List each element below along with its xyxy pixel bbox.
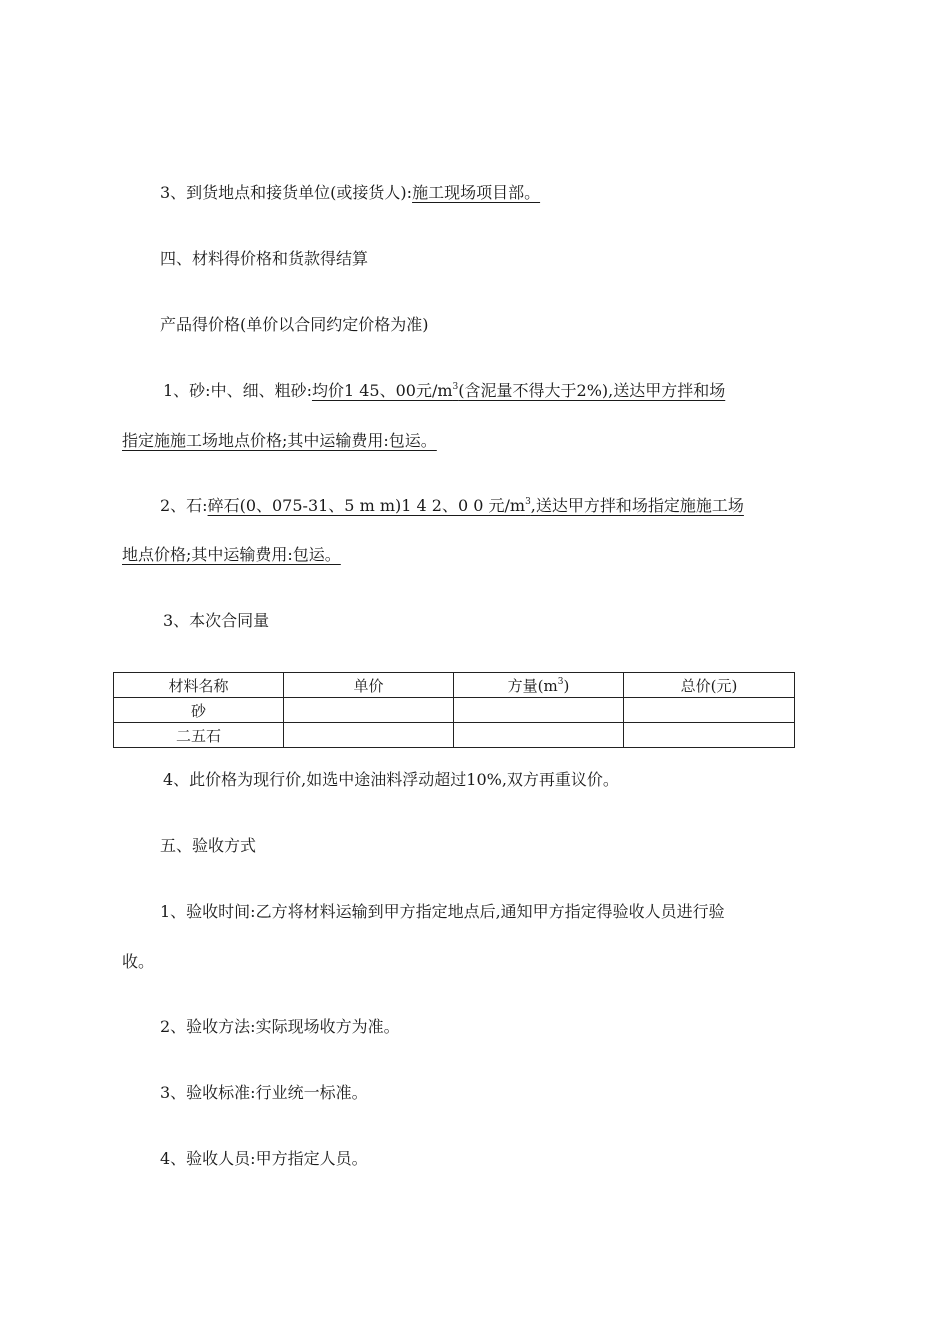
product-price-note: 产品得价格(单价以合同约定价格为准) [160,315,429,334]
table-row [114,698,795,723]
delivery-location-label: 3、到货地点和接货单位(或接货人): [160,183,413,202]
header-material-name: 材料名称 [114,673,284,698]
acceptance-method-line: 2、验收方法:实际现场收方为准。 [160,1017,400,1036]
cell-quantity [454,698,624,723]
contract-quantity-heading: 3、本次合同量 [163,611,270,630]
delivery-location-value: 施工现场项目部。 [412,183,541,202]
cell-material-name: 二五石 [114,723,284,748]
header-total-price: 总价(元) [624,673,795,698]
stone-price-label: 2、石: [160,496,208,515]
stone-price-value: 碎石(0、075-31、5 m m)1 4 2、0 0 元$/m^3$,送达甲方拌和场指定施施工场 [207,496,744,515]
cell-total-price [624,698,795,723]
acceptance-personnel-line: 4、验收人员:甲方指定人员。 [160,1149,368,1168]
sand-price-line-cont: 指定施施工场地点价格;其中运输费用:包运。 [122,431,437,450]
sand-price-value: 均价1 45、00元$/m^3$(含泥量不得大于2%),送达甲方拌和场 [311,381,726,400]
section-heading-pricing: 四、材料得价格和货款得结算 [160,249,369,268]
materials-table [113,672,795,748]
sand-price-label: 1、砂:中、细、粗砂: [163,381,312,400]
cell-quantity [454,723,624,748]
cell-unit-price [284,698,454,723]
cell-unit-price [284,723,454,748]
stone-price-line-cont: 地点价格;其中运输费用:包运。 [122,545,341,564]
section-heading-acceptance: 五、验收方式 [160,836,257,855]
price-adjustment-line: 4、此价格为现行价,如选中途油料浮动超过10%,双方再重议价。 [163,770,619,789]
cell-material-name: 砂 [114,698,284,723]
stone-price-line [160,496,744,516]
delivery-location-line [160,183,540,203]
table-header-row [114,673,795,698]
header-quantity: 方量$(m^3)$ [454,673,624,698]
sand-price-line [163,381,725,401]
cell-total-price [624,723,795,748]
table-row [114,723,795,748]
header-unit-price: 单价 [284,673,454,698]
acceptance-time-line-cont: 收。 [122,952,155,971]
acceptance-time-line: 1、验收时间:乙方将材料运输到甲方指定地点后,通知甲方指定得验收人员进行验 [160,902,725,921]
acceptance-standard-line: 3、验收标准:行业统一标准。 [160,1083,368,1102]
